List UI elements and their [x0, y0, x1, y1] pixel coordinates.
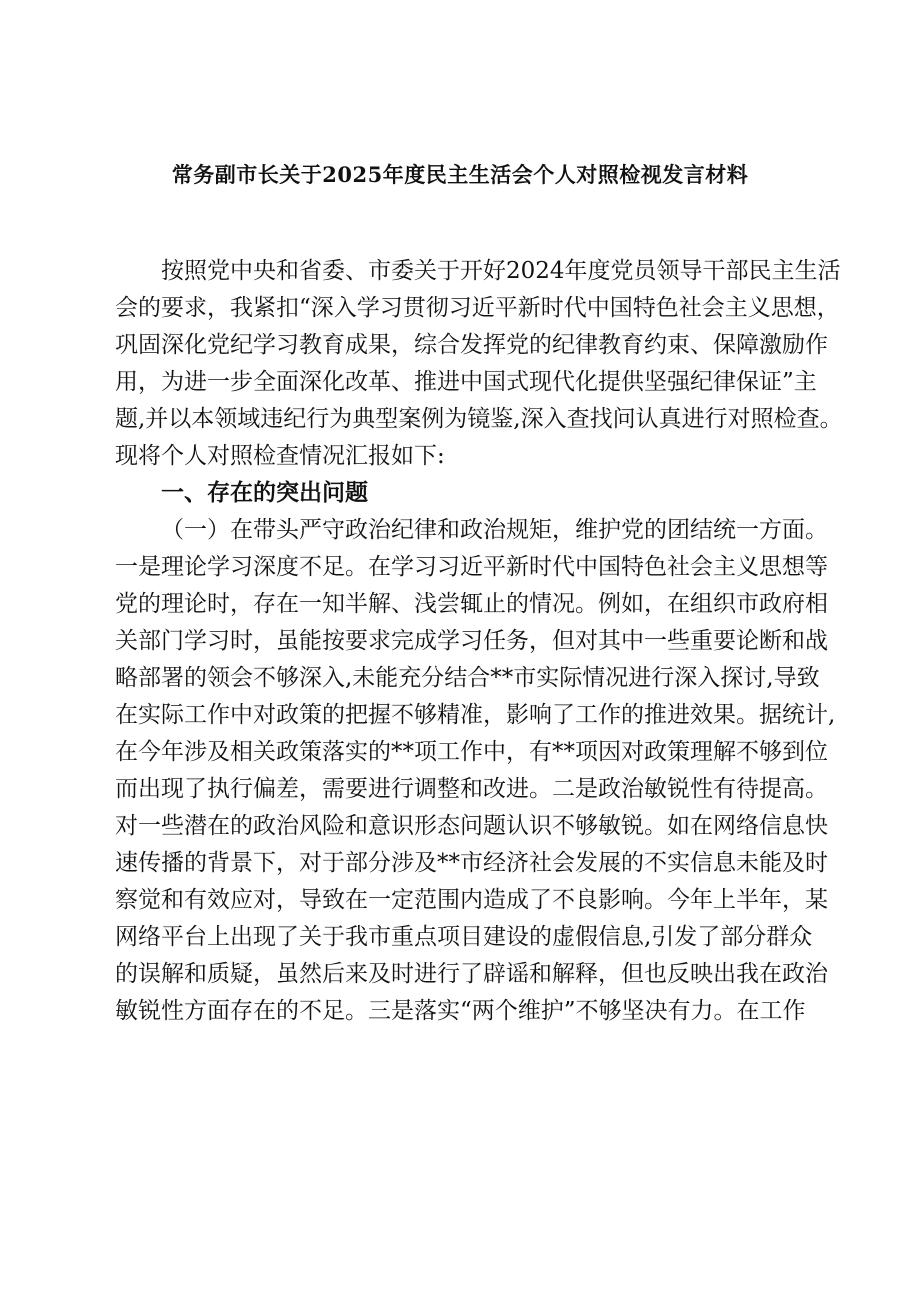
paragraph-line: 会的要求，我紧扣“深入学习贯彻习近平新时代中国特色社会主义思想， — [115, 295, 840, 321]
paragraph-line: 的误解和质疑，虽然后来及时进行了辟谣和解释，但也反映出我在政治 — [115, 961, 828, 987]
section-heading: 一、存在的突出问题 — [161, 479, 368, 506]
paragraph-line: 一是理论学习深度不足。在学习习近平新时代中国特色社会主义思想等 — [115, 554, 828, 580]
paragraph-line: 在今年涉及相关政策落实的**项工作中，有**项因对政策理解不够到位 — [115, 739, 828, 765]
paragraph-line: 现将个人对照检查情况汇报如下: — [115, 443, 445, 469]
paragraph-line: 察觉和有效应对，导致在一定范围内造成了不良影响。今年上半年，某 — [115, 887, 828, 913]
paragraph-line: （一）在带头严守政治纪律和政治规矩，维护党的团结统一方面。 — [161, 517, 828, 543]
paragraph-line: 略部署的领会不够深入,未能充分结合**市实际情况进行深入探讨,导致 — [115, 665, 820, 691]
paragraph-line: 按照党中央和省委、市委关于开好2024年度党员领导干部民主生活 — [161, 258, 841, 284]
paragraph-line: 题,并以本领域违纪行为典型案例为镜鉴,深入查找问认真进行对照检查。 — [115, 406, 843, 432]
paragraph-line: 而出现了执行偏差，需要进行调整和改进。二是政治敏锐性有待提高。 — [115, 776, 828, 802]
document-title: 常务副市长关于2025年度民主生活会个人对照检视发言材料 — [171, 162, 749, 187]
paragraph-line: 在实际工作中对政策的把握不够精准，影响了工作的推进效果。据统计, — [115, 702, 836, 728]
paragraph-line: 敏锐性方面存在的不足。三是落实“两个维护”不够坚决有力。在工作 — [115, 998, 806, 1024]
paragraph-line: 巩固深化党纪学习教育成果，综合发挥党的纪律教育约束、保障激励作 — [115, 332, 828, 358]
paragraph-line: 对一些潜在的政治风险和意识形态问题认识不够敏锐。如在网络信息快 — [115, 813, 828, 839]
paragraph-line: 速传播的背景下，对于部分涉及**市经济社会发展的不实信息未能及时 — [115, 850, 828, 876]
paragraph-line: 关部门学习时，虽能按要求完成学习任务，但对其中一些重要论断和战 — [115, 628, 828, 654]
paragraph-line: 用，为进一步全面深化改革、推进中国式现代化提供坚强纪律保证”主 — [115, 369, 817, 395]
paragraph-line: 网络平台上出现了关于我市重点项目建设的虚假信息,引发了部分群众 — [115, 924, 813, 950]
paragraph-line: 党的理论时，存在一知半解、浅尝辄止的情况。例如，在组织市政府相 — [115, 591, 828, 617]
